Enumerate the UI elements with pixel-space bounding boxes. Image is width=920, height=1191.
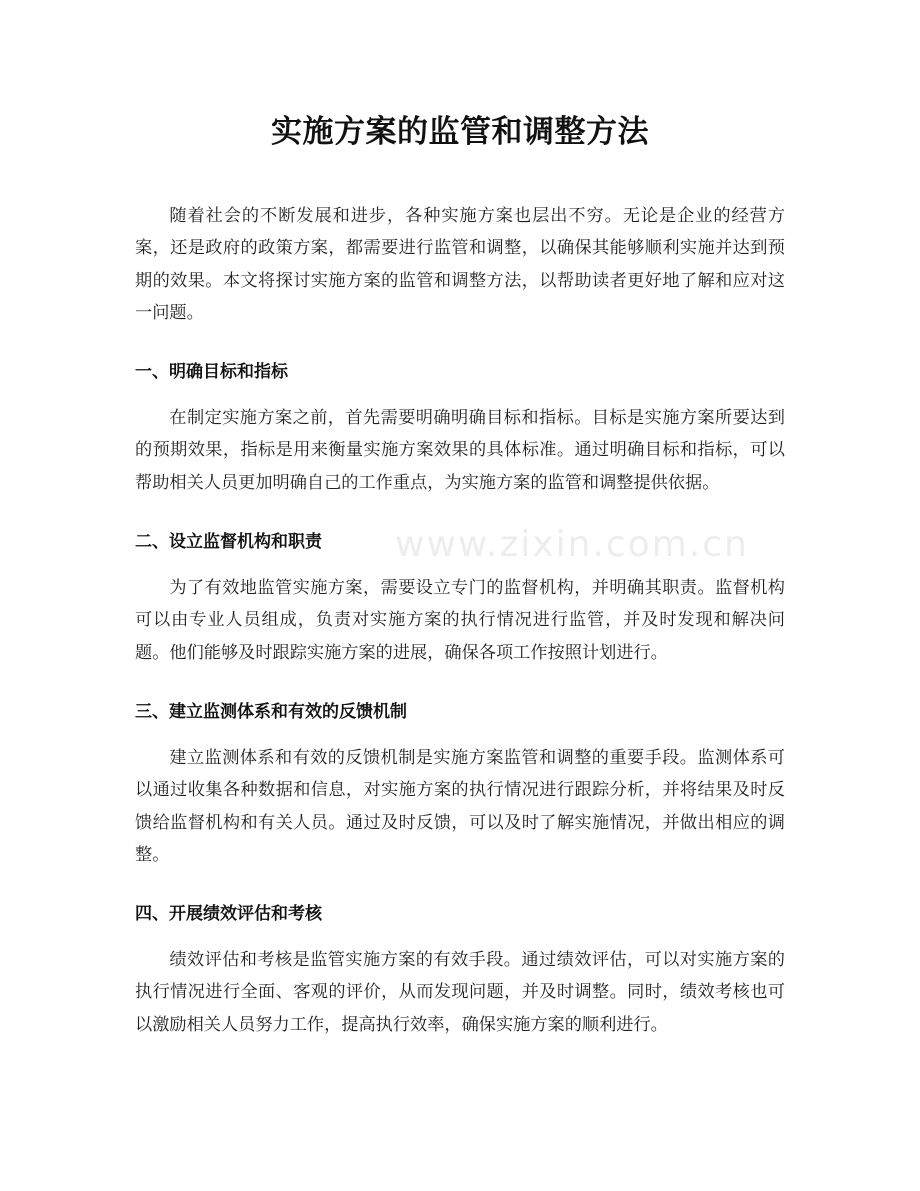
- section-4: [135, 901, 785, 1041]
- watermark-text: www.zixin.com.cn: [395, 524, 749, 565]
- section-heading: 二、设立监督机构和职责: [135, 532, 322, 553]
- section-body: 在制定实施方案之前，首先需要明确明确目标和指标。目标是实施方案所要达到的预期效果，指标是用来衡量实施方案效果的具体标准。通过明确目标和指标，可以帮助相关人员更加明确自己的工作重点，为实施方案的监管和调整提供依据。: [135, 408, 785, 493]
- section-heading: 三、建立监测体系和有效的反馈机制: [135, 701, 407, 722]
- section-heading: 四、开展绩效评估和考核: [135, 904, 322, 925]
- section-body: 绩效评估和考核是监管实施方案的有效手段。通过绩效评估，可以对实施方案的执行情况进行全面、客观的评价，从而发现问题，并及时调整。同时，绩效考核也可以激励相关人员努力工作，提高执行效率，确保实施方案的顺利进行。: [135, 950, 785, 1035]
- section-1: [135, 359, 785, 499]
- section-body: 为了有效地监管实施方案，需要设立专门的监督机构，并明确其职责。监督机构可以由专业人员组成，负责对实施方案的执行情况进行监管，并及时发现和解决问题。他们能够及时跟踪实施方案的进展，确保各项工作按照计划进行。: [135, 578, 785, 663]
- section-body: 建立监测体系和有效的反馈机制是实施方案监管和调整的重要手段。监测体系可以通过收集各种数据和信息，对实施方案的执行情况进行跟踪分析，并将结果及时反馈给监督机构和有关人员。通过及时反馈，可以及时了解实施情况，并做出相应的调整。: [135, 747, 785, 865]
- section-3: [135, 699, 785, 871]
- section-heading: 一、明确目标和指标: [135, 362, 288, 383]
- intro-paragraph: 随着社会的不断发展和进步，各种实施方案也层出不穷。无论是企业的经营方案，还是政府的政策方案，都需要进行监管和调整，以确保其能够顺利实施并达到预期的效果。本文将探讨实施方案的监管和调整方法，以帮助读者更好地了解和应对这一问题。: [135, 206, 785, 323]
- section-2: [135, 529, 785, 669]
- document-title: 实施方案的监管和调整方法: [271, 114, 649, 150]
